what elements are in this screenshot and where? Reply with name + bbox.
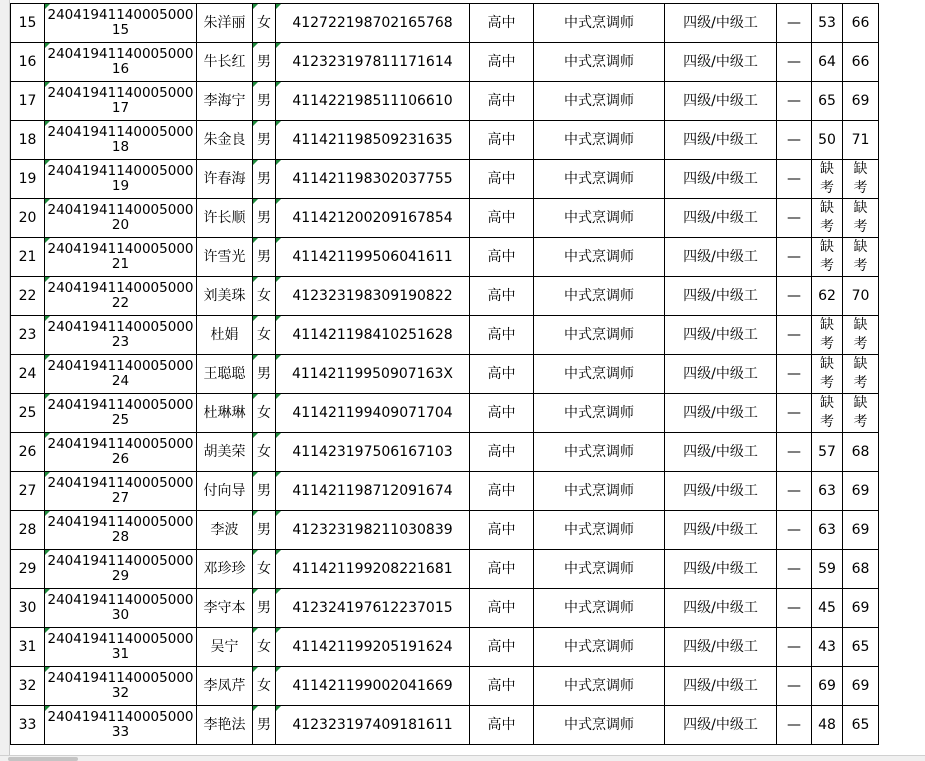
name-cell[interactable]: 王聪聪 [197, 355, 253, 394]
name-cell[interactable]: 杜琳琳 [197, 394, 253, 433]
id-card-cell[interactable]: 412323197409181611 [276, 706, 470, 745]
name-cell[interactable]: 邓珍珍 [197, 550, 253, 589]
exam-results-table [10, 3, 879, 745]
row-number-cell[interactable]: 22 [11, 277, 45, 316]
practical-score-cell[interactable]: 65 [843, 706, 879, 745]
education-cell[interactable]: 高中 [470, 43, 534, 82]
education-cell[interactable]: 高中 [470, 277, 534, 316]
theory-score-cell[interactable]: 63 [812, 511, 843, 550]
theory-score-cell[interactable]: 缺考 [812, 355, 843, 394]
id-card-cell[interactable]: 411421198509231635 [276, 121, 470, 160]
table-row [11, 316, 879, 355]
name-cell[interactable]: 朱洋丽 [197, 4, 253, 43]
ticket-id-cell[interactable]: 2404194114000500019 [45, 160, 197, 199]
education-cell[interactable]: 高中 [470, 238, 534, 277]
level-cell[interactable]: 四级/中级工 [665, 160, 777, 199]
row-header-gutter[interactable] [0, 0, 10, 761]
dash-cell[interactable]: — [777, 199, 812, 238]
occupation-cell[interactable]: 中式烹调师 [534, 277, 665, 316]
name-cell[interactable]: 许春海 [197, 160, 253, 199]
scrollbar-thumb[interactable] [8, 757, 78, 761]
id-card-cell[interactable]: 411421200209167854 [276, 199, 470, 238]
practical-score-cell[interactable]: 缺考 [843, 160, 879, 199]
education-cell[interactable]: 高中 [470, 394, 534, 433]
row-number-cell[interactable]: 33 [11, 706, 45, 745]
table-row [11, 433, 879, 472]
row-number-cell[interactable]: 30 [11, 589, 45, 628]
education-cell[interactable]: 高中 [470, 628, 534, 667]
name-cell[interactable]: 李波 [197, 511, 253, 550]
practical-score-cell[interactable]: 缺考 [843, 316, 879, 355]
name-cell[interactable]: 许长顺 [197, 199, 253, 238]
name-cell[interactable]: 胡美荣 [197, 433, 253, 472]
occupation-cell[interactable]: 中式烹调师 [534, 82, 665, 121]
gender-cell[interactable]: 女 [253, 433, 276, 472]
ticket-id-cell[interactable]: 2404194114000500030 [45, 589, 197, 628]
level-cell[interactable]: 四级/中级工 [665, 706, 777, 745]
education-cell[interactable]: 高中 [470, 316, 534, 355]
level-cell[interactable]: 四级/中级工 [665, 394, 777, 433]
occupation-cell[interactable]: 中式烹调师 [534, 316, 665, 355]
dash-cell[interactable]: — [777, 316, 812, 355]
practical-score-cell[interactable]: 68 [843, 433, 879, 472]
occupation-cell[interactable]: 中式烹调师 [534, 4, 665, 43]
id-card-cell[interactable]: 412323197811171614 [276, 43, 470, 82]
id-card-cell[interactable]: 411421198712091674 [276, 472, 470, 511]
gender-cell[interactable]: 男 [253, 355, 276, 394]
occupation-cell[interactable]: 中式烹调师 [534, 628, 665, 667]
ticket-id-cell[interactable]: 2404194114000500015 [45, 4, 197, 43]
name-cell[interactable]: 李艳法 [197, 706, 253, 745]
theory-score-cell[interactable]: 缺考 [812, 238, 843, 277]
gender-cell[interactable]: 女 [253, 316, 276, 355]
ticket-id-cell[interactable]: 2404194114000500029 [45, 550, 197, 589]
practical-score-cell[interactable]: 66 [843, 4, 879, 43]
occupation-cell[interactable]: 中式烹调师 [534, 238, 665, 277]
table-row [11, 4, 879, 43]
dash-cell[interactable]: — [777, 238, 812, 277]
table-row [11, 238, 879, 277]
gender-cell[interactable]: 女 [253, 667, 276, 706]
name-cell[interactable]: 付向导 [197, 472, 253, 511]
ticket-id-cell[interactable]: 2404194114000500020 [45, 199, 197, 238]
theory-score-cell[interactable]: 63 [812, 472, 843, 511]
table-row [11, 277, 879, 316]
ticket-id-cell[interactable]: 2404194114000500016 [45, 43, 197, 82]
table-row [11, 199, 879, 238]
level-cell[interactable]: 四级/中级工 [665, 238, 777, 277]
dash-cell[interactable]: — [777, 277, 812, 316]
id-card-cell[interactable]: 411421199208221681 [276, 550, 470, 589]
row-number-cell[interactable]: 17 [11, 82, 45, 121]
theory-score-cell[interactable]: 缺考 [812, 394, 843, 433]
occupation-cell[interactable]: 中式烹调师 [534, 43, 665, 82]
gender-cell[interactable]: 女 [253, 4, 276, 43]
table-row [11, 628, 879, 667]
practical-score-cell[interactable]: 68 [843, 550, 879, 589]
ticket-id-cell[interactable]: 2404194114000500021 [45, 238, 197, 277]
ticket-id-cell[interactable]: 2404194114000500027 [45, 472, 197, 511]
dash-cell[interactable]: — [777, 121, 812, 160]
education-cell[interactable]: 高中 [470, 706, 534, 745]
dash-cell[interactable]: — [777, 706, 812, 745]
id-card-cell[interactable]: 411421199205191624 [276, 628, 470, 667]
ticket-id-cell[interactable]: 2404194114000500022 [45, 277, 197, 316]
practical-score-cell[interactable]: 69 [843, 82, 879, 121]
horizontal-scrollbar[interactable] [0, 755, 925, 761]
name-cell[interactable]: 李守本 [197, 589, 253, 628]
ticket-id-cell[interactable]: 2404194114000500033 [45, 706, 197, 745]
dash-cell[interactable]: — [777, 433, 812, 472]
name-cell[interactable]: 杜娟 [197, 316, 253, 355]
row-number-cell[interactable]: 31 [11, 628, 45, 667]
gender-cell[interactable]: 男 [253, 82, 276, 121]
gender-cell[interactable]: 男 [253, 160, 276, 199]
name-cell[interactable]: 刘美珠 [197, 277, 253, 316]
name-cell[interactable]: 吴宁 [197, 628, 253, 667]
education-cell[interactable]: 高中 [470, 4, 534, 43]
row-number-cell[interactable]: 16 [11, 43, 45, 82]
level-cell[interactable]: 四级/中级工 [665, 511, 777, 550]
theory-score-cell[interactable]: 57 [812, 433, 843, 472]
dash-cell[interactable]: — [777, 82, 812, 121]
practical-score-cell[interactable]: 70 [843, 277, 879, 316]
level-cell[interactable]: 四级/中级工 [665, 43, 777, 82]
row-number-cell[interactable]: 23 [11, 316, 45, 355]
occupation-cell[interactable]: 中式烹调师 [534, 121, 665, 160]
gender-cell[interactable]: 男 [253, 472, 276, 511]
practical-score-cell[interactable]: 69 [843, 667, 879, 706]
practical-score-cell[interactable]: 69 [843, 589, 879, 628]
id-card-cell[interactable]: 411421198302037755 [276, 160, 470, 199]
table-row [11, 121, 879, 160]
practical-score-cell[interactable]: 缺考 [843, 394, 879, 433]
theory-score-cell[interactable]: 43 [812, 628, 843, 667]
table-row [11, 43, 879, 82]
ticket-id-cell[interactable]: 2404194114000500026 [45, 433, 197, 472]
practical-score-cell[interactable]: 缺考 [843, 355, 879, 394]
ticket-id-cell[interactable]: 2404194114000500017 [45, 82, 197, 121]
occupation-cell[interactable]: 中式烹调师 [534, 355, 665, 394]
practical-score-cell[interactable]: 69 [843, 472, 879, 511]
practical-score-cell[interactable]: 缺考 [843, 199, 879, 238]
theory-score-cell[interactable]: 59 [812, 550, 843, 589]
education-cell[interactable]: 高中 [470, 82, 534, 121]
education-cell[interactable]: 高中 [470, 589, 534, 628]
id-card-cell[interactable]: 412722198702165768 [276, 4, 470, 43]
education-cell[interactable]: 高中 [470, 160, 534, 199]
education-cell[interactable]: 高中 [470, 667, 534, 706]
theory-score-cell[interactable]: 53 [812, 4, 843, 43]
table-row [11, 589, 879, 628]
name-cell[interactable]: 牛长红 [197, 43, 253, 82]
table-row [11, 160, 879, 199]
gender-cell[interactable]: 男 [253, 199, 276, 238]
gender-cell[interactable]: 男 [253, 121, 276, 160]
occupation-cell[interactable]: 中式烹调师 [534, 394, 665, 433]
name-cell[interactable]: 李凤芹 [197, 667, 253, 706]
theory-score-cell[interactable]: 缺考 [812, 160, 843, 199]
dash-cell[interactable]: — [777, 589, 812, 628]
practical-score-cell[interactable]: 缺考 [843, 238, 879, 277]
practical-score-cell[interactable]: 69 [843, 511, 879, 550]
id-card-cell[interactable]: 411421199002041669 [276, 667, 470, 706]
gender-cell[interactable]: 女 [253, 550, 276, 589]
table-row [11, 82, 879, 121]
theory-score-cell[interactable]: 69 [812, 667, 843, 706]
dash-cell[interactable]: — [777, 394, 812, 433]
dash-cell[interactable]: — [777, 628, 812, 667]
ticket-id-cell[interactable]: 2404194114000500031 [45, 628, 197, 667]
dash-cell[interactable]: — [777, 472, 812, 511]
occupation-cell[interactable]: 中式烹调师 [534, 667, 665, 706]
row-number-cell[interactable]: 24 [11, 355, 45, 394]
level-cell[interactable]: 四级/中级工 [665, 433, 777, 472]
table-row [11, 394, 879, 433]
gender-cell[interactable]: 男 [253, 511, 276, 550]
row-number-cell[interactable]: 26 [11, 433, 45, 472]
occupation-cell[interactable]: 中式烹调师 [534, 472, 665, 511]
dash-cell[interactable]: — [777, 667, 812, 706]
row-number-cell[interactable]: 29 [11, 550, 45, 589]
level-cell[interactable]: 四级/中级工 [665, 589, 777, 628]
dash-cell[interactable]: — [777, 160, 812, 199]
table-row [11, 511, 879, 550]
level-cell[interactable]: 四级/中级工 [665, 82, 777, 121]
level-cell[interactable]: 四级/中级工 [665, 316, 777, 355]
ticket-id-cell[interactable]: 2404194114000500028 [45, 511, 197, 550]
occupation-cell[interactable]: 中式烹调师 [534, 550, 665, 589]
occupation-cell[interactable]: 中式烹调师 [534, 433, 665, 472]
table-row [11, 355, 879, 394]
table-row [11, 667, 879, 706]
education-cell[interactable]: 高中 [470, 550, 534, 589]
row-number-cell[interactable]: 18 [11, 121, 45, 160]
gender-cell[interactable]: 男 [253, 589, 276, 628]
level-cell[interactable]: 四级/中级工 [665, 121, 777, 160]
dash-cell[interactable]: — [777, 43, 812, 82]
level-cell[interactable]: 四级/中级工 [665, 550, 777, 589]
theory-score-cell[interactable]: 64 [812, 43, 843, 82]
id-card-cell[interactable]: 412323198211030839 [276, 511, 470, 550]
name-cell[interactable]: 李海宁 [197, 82, 253, 121]
gender-cell[interactable]: 女 [253, 628, 276, 667]
practical-score-cell[interactable]: 66 [843, 43, 879, 82]
occupation-cell[interactable]: 中式烹调师 [534, 199, 665, 238]
education-cell[interactable]: 高中 [470, 472, 534, 511]
table-row [11, 706, 879, 745]
education-cell[interactable]: 高中 [470, 121, 534, 160]
education-cell[interactable]: 高中 [470, 511, 534, 550]
name-cell[interactable]: 朱金良 [197, 121, 253, 160]
ticket-id-cell[interactable]: 2404194114000500024 [45, 355, 197, 394]
occupation-cell[interactable]: 中式烹调师 [534, 589, 665, 628]
ticket-id-cell[interactable]: 2404194114000500025 [45, 394, 197, 433]
id-card-cell[interactable]: 411421199409071704 [276, 394, 470, 433]
level-cell[interactable]: 四级/中级工 [665, 4, 777, 43]
id-card-cell[interactable]: 41142119950907163X [276, 355, 470, 394]
level-cell[interactable]: 四级/中级工 [665, 667, 777, 706]
table-row [11, 550, 879, 589]
gender-cell[interactable]: 男 [253, 706, 276, 745]
theory-score-cell[interactable]: 62 [812, 277, 843, 316]
id-card-cell[interactable]: 411423197506167103 [276, 433, 470, 472]
row-number-cell[interactable]: 25 [11, 394, 45, 433]
dash-cell[interactable]: — [777, 511, 812, 550]
ticket-id-cell[interactable]: 2404194114000500032 [45, 667, 197, 706]
row-number-cell[interactable]: 27 [11, 472, 45, 511]
practical-score-cell[interactable]: 65 [843, 628, 879, 667]
gender-cell[interactable]: 女 [253, 277, 276, 316]
row-number-cell[interactable]: 32 [11, 667, 45, 706]
dash-cell[interactable]: — [777, 4, 812, 43]
occupation-cell[interactable]: 中式烹调师 [534, 511, 665, 550]
row-number-cell[interactable]: 21 [11, 238, 45, 277]
gender-cell[interactable]: 女 [253, 394, 276, 433]
id-card-cell[interactable]: 411422198511106610 [276, 82, 470, 121]
level-cell[interactable]: 四级/中级工 [665, 199, 777, 238]
theory-score-cell[interactable]: 45 [812, 589, 843, 628]
practical-score-cell[interactable]: 71 [843, 121, 879, 160]
level-cell[interactable]: 四级/中级工 [665, 472, 777, 511]
row-number-cell[interactable]: 20 [11, 199, 45, 238]
level-cell[interactable]: 四级/中级工 [665, 277, 777, 316]
row-number-cell[interactable]: 19 [11, 160, 45, 199]
id-card-cell[interactable]: 411421198410251628 [276, 316, 470, 355]
theory-score-cell[interactable]: 50 [812, 121, 843, 160]
dash-cell[interactable]: — [777, 550, 812, 589]
education-cell[interactable]: 高中 [470, 199, 534, 238]
gender-cell[interactable]: 男 [253, 238, 276, 277]
name-cell[interactable]: 许雪光 [197, 238, 253, 277]
theory-score-cell[interactable]: 65 [812, 82, 843, 121]
theory-score-cell[interactable]: 缺考 [812, 316, 843, 355]
row-number-cell[interactable]: 15 [11, 4, 45, 43]
theory-score-cell[interactable]: 缺考 [812, 199, 843, 238]
education-cell[interactable]: 高中 [470, 433, 534, 472]
id-card-cell[interactable]: 411421199506041611 [276, 238, 470, 277]
dash-cell[interactable]: — [777, 355, 812, 394]
ticket-id-cell[interactable]: 2404194114000500018 [45, 121, 197, 160]
id-card-cell[interactable]: 412323198309190822 [276, 277, 470, 316]
gender-cell[interactable]: 男 [253, 43, 276, 82]
occupation-cell[interactable]: 中式烹调师 [534, 706, 665, 745]
level-cell[interactable]: 四级/中级工 [665, 628, 777, 667]
table-row [11, 472, 879, 511]
level-cell[interactable]: 四级/中级工 [665, 355, 777, 394]
id-card-cell[interactable]: 412324197612237015 [276, 589, 470, 628]
row-number-cell[interactable]: 28 [11, 511, 45, 550]
occupation-cell[interactable]: 中式烹调师 [534, 160, 665, 199]
theory-score-cell[interactable]: 48 [812, 706, 843, 745]
ticket-id-cell[interactable]: 2404194114000500023 [45, 316, 197, 355]
education-cell[interactable]: 高中 [470, 355, 534, 394]
